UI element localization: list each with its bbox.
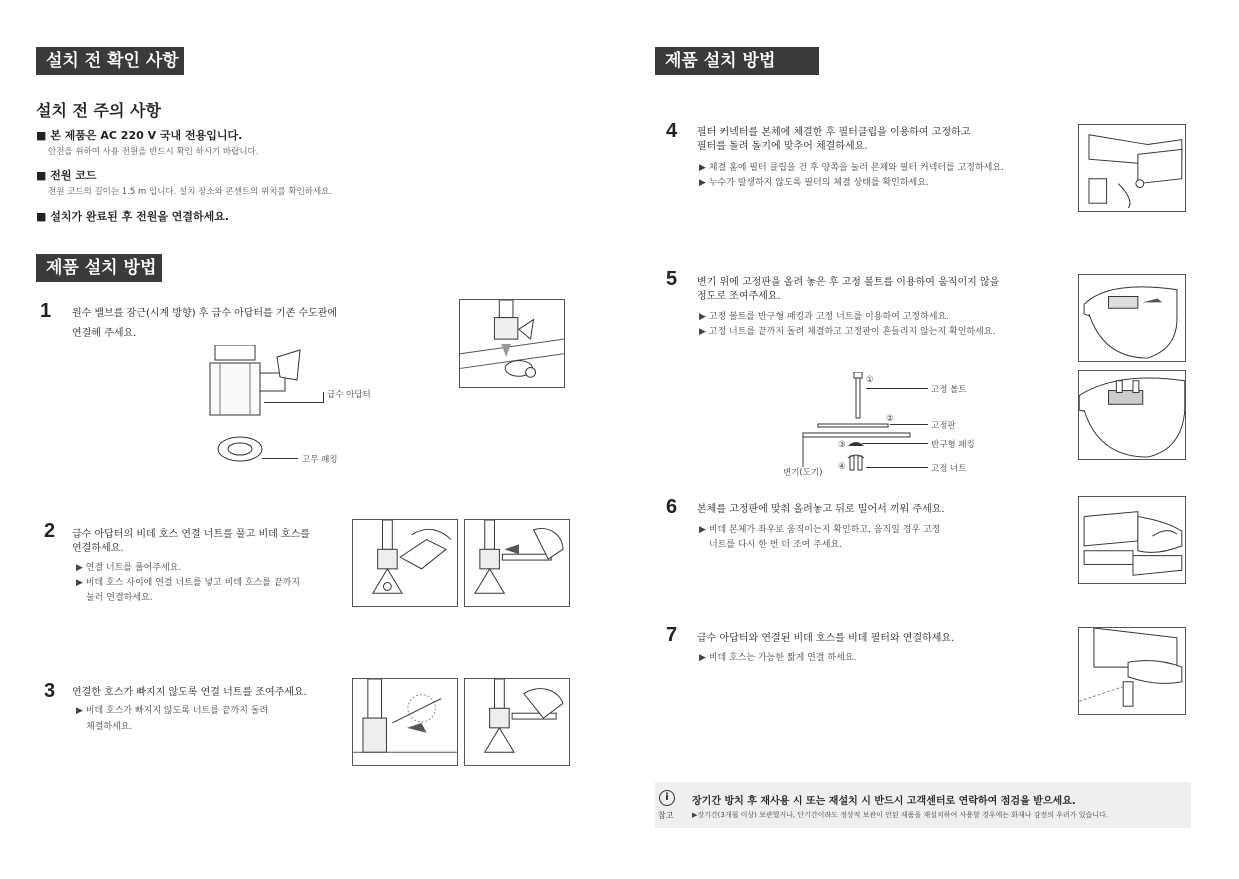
step4-sub2: ▶ 누수가 발생하지 않도록 필터의 체결 상태를 확인하세요.: [699, 178, 929, 188]
label-packing: 고무 패킹: [302, 455, 338, 465]
precautions-title: 설치 전 주의 사항: [36, 101, 161, 120]
step1-number: 1: [40, 300, 52, 322]
notice-box: [655, 782, 1191, 828]
part-name-4: 고정 너트: [931, 464, 967, 474]
step4-illustration: [1078, 124, 1186, 212]
step2-sub2: ▶ 비데 호스 사이에 연결 너트를 넣고 비데 호스를 끝까지: [76, 578, 300, 588]
step6-sub1: ▶ 비데 본체가 좌우로 움직이는지 확인하고, 움직일 경우 고정: [699, 525, 941, 535]
info-icon: i: [659, 790, 675, 806]
part-marker-2: ②: [886, 414, 894, 424]
step5-illustration-a: [1078, 274, 1186, 362]
step7-number: 7: [666, 624, 678, 646]
item-cord-title: ■ 전원 코드: [36, 169, 97, 182]
item-power-title: ■ 본 제품은 AC 220 V 국내 전용입니다.: [36, 129, 243, 142]
toilet-label: 변기(도기): [783, 468, 823, 478]
section-header-install-left: 제품 설치 방법: [36, 254, 162, 282]
step2-line1: 급수 아답터의 비데 호스 연결 너트를 풀고 비데 호스를: [72, 529, 310, 540]
step5-illustration-b: [1078, 370, 1186, 460]
step3-illustration-b: [464, 678, 570, 766]
notice-title: 장기간 방치 후 재사용 시 또는 재설치 시 반드시 고객센터로 연락하여 점검을 받으세요.: [692, 796, 1076, 807]
step2-line2: 연결하세요.: [72, 543, 124, 554]
step6-line1: 본체를 고정판에 맞춰 올려놓고 뒤로 밀어서 끼워 주세요.: [697, 504, 945, 515]
step6-number: 6: [666, 496, 678, 518]
step3-illustration-a: [352, 678, 458, 766]
step6-sub2: 너트를 다시 한 번 더 조여 주세요.: [709, 540, 843, 550]
step3-sub1: ▶ 비데 호스가 빠지지 않도록 너트를 끝까지 돌려: [76, 706, 269, 716]
label-adapter: 급수 아답터: [327, 390, 371, 400]
step2-number: 2: [44, 520, 56, 542]
step4-line2: 필터를 돌려 돌기에 맞추어 체결하세요.: [697, 141, 868, 152]
step7-illustration: [1078, 627, 1186, 715]
step4-line1: 필터 커넥터를 본체에 체결한 후 필터클립을 이용하여 고정하고: [697, 127, 971, 138]
step5-line1: 변기 위에 고정판을 올려 놓은 후 고정 볼트를 이용하여 움직이지 않을: [697, 277, 1000, 288]
step3-line1: 연결한 호스가 빠지지 않도록 연결 너트를 조여주세요.: [72, 687, 307, 698]
step2-illustration-a: [352, 519, 458, 607]
step1-illustration: [459, 299, 565, 388]
step4-sub1: ▶ 체결 홈에 필터 클립을 건 후 양쪽을 눌러 본체와 필터 커넥터를 고정하세요.: [699, 163, 1004, 173]
step5-number: 5: [666, 268, 678, 290]
step3-sub2: 체결하세요.: [86, 722, 133, 732]
part-name-2: 고정판: [931, 421, 956, 431]
item-power-note: 안전을 위하여 사용 전원을 반드시 확인 하시기 바랍니다.: [48, 147, 259, 157]
part-marker-3: ③: [838, 440, 846, 450]
step4-number: 4: [666, 120, 678, 142]
step1-line2: 연결해 주세요.: [72, 328, 137, 339]
step2-sub1: ▶ 연결 너트를 풀어주세요.: [76, 563, 182, 573]
step2-illustration-b: [464, 519, 570, 607]
step7-line1: 급수 아답터와 연결된 비데 호스를 비데 필터와 연결하세요.: [697, 633, 955, 644]
step3-number: 3: [44, 680, 56, 702]
step5-sub1: ▶ 고정 볼트를 반구형 패킹과 고정 너트를 이용하여 고정하세요.: [699, 312, 950, 322]
step7-sub1: ▶ 비데 호스는 가능한 짧게 연결 하세요.: [699, 653, 857, 663]
part-name-3: 반구형 패킹: [931, 440, 975, 450]
adapter-drawing: [205, 345, 315, 470]
step5-line2: 정도로 조여주세요.: [697, 291, 781, 302]
step6-illustration: [1078, 496, 1186, 584]
notice-body: ▶장기간(3개월 이상) 보관했거나, 단기간이라도 정상적 보관이 안된 제품을 재설치하여 사용할 경우에는 화재나 감전의 우려가 있습니다.: [692, 811, 1109, 819]
part-name-1: 고정 볼트: [931, 385, 967, 395]
section-header-pre-install: 설치 전 확인 사항: [36, 47, 184, 75]
part-marker-4: ④: [838, 462, 846, 472]
part-marker-1: ①: [866, 375, 874, 385]
item-connect-title: ■ 설치가 완료된 후 전원을 연결하세요.: [36, 210, 230, 223]
step2-sub3: 눌러 연결하세요.: [86, 593, 153, 603]
step1-line1: 원수 밸브를 잠근(시계 방향) 후 급수 아답터를 기존 수도관에: [72, 308, 338, 319]
notice-icon-label: 참고: [658, 811, 674, 820]
step5-sub2: ▶ 고정 너트를 끝까지 돌려 체결하고 고정판이 흔들리지 않는지 확인하세요.: [699, 327, 996, 337]
item-cord-note: 전원 코드의 길이는 1.5 m 입니다. 설치 장소와 콘센트의 위치를 확인하세요.: [48, 187, 333, 197]
section-header-install-right: 제품 설치 방법: [655, 47, 819, 75]
